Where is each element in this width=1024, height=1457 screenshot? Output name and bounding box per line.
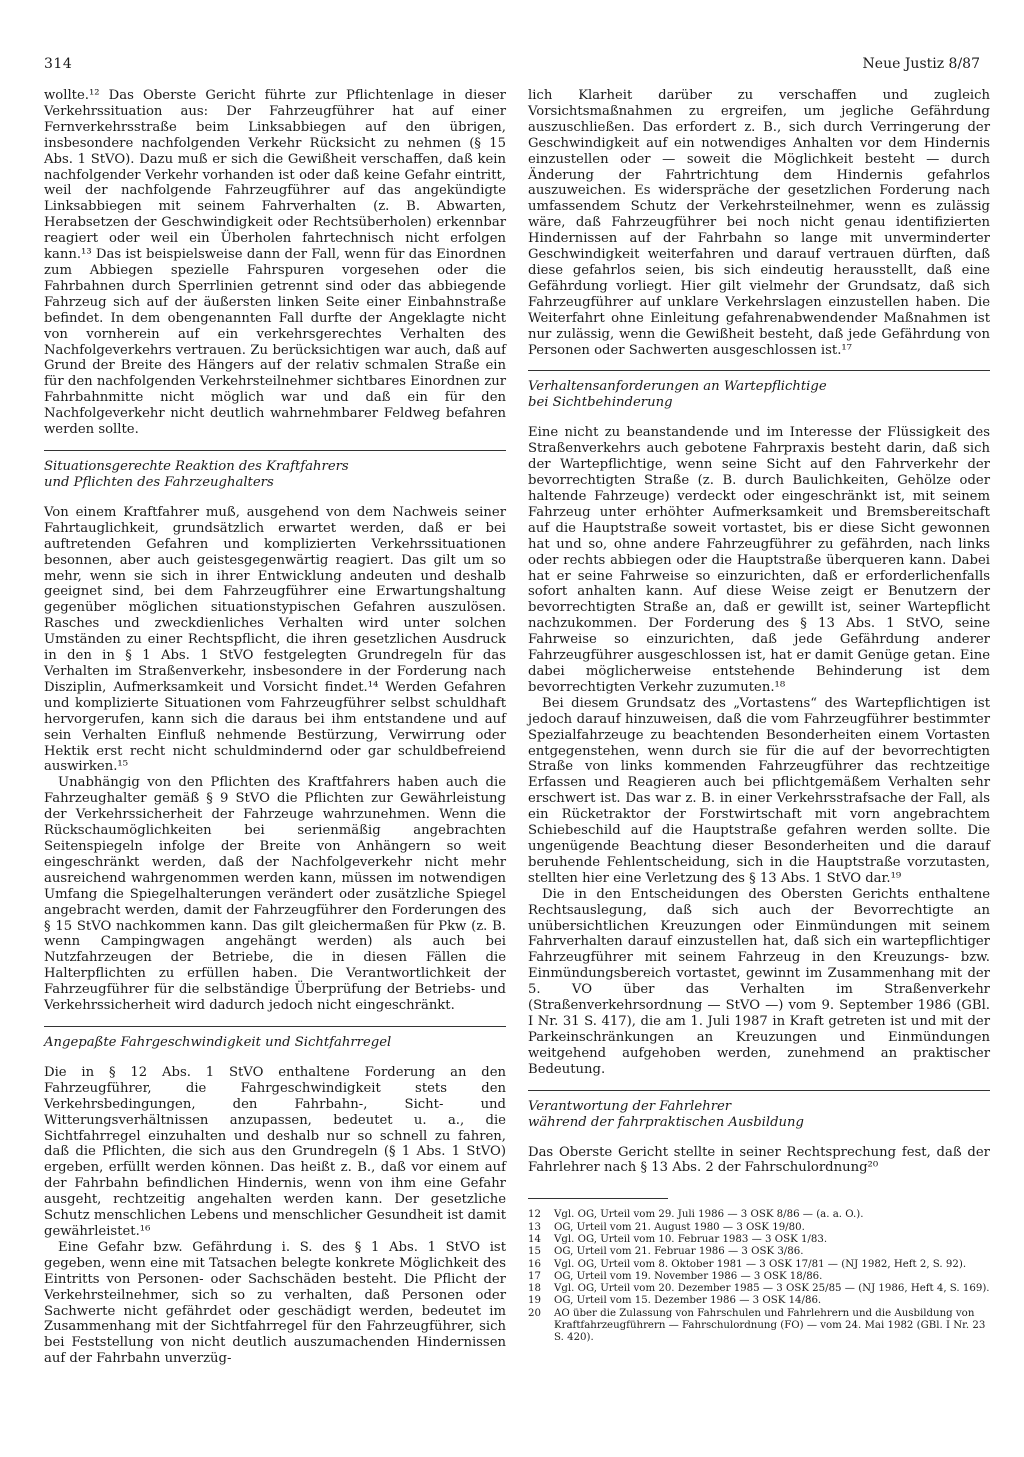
footnote-divider <box>528 1198 668 1199</box>
footnote <box>528 1295 990 1307</box>
section-heading-line: Verhaltensanforderungen an Wartepflichtige <box>528 379 827 395</box>
section-heading <box>528 1090 990 1131</box>
section-heading-line: während der fahrpraktischen Ausbildung <box>528 1114 804 1130</box>
section-heading-line: Situationsgerechte Reaktion des Kraftfahrers <box>44 458 349 474</box>
section-heading-line: und Pflichten des Fahrzeughalters <box>44 474 274 490</box>
footnote <box>528 1246 990 1258</box>
paragraph: Die in den Entscheidungen des Obersten Gerichts enthaltene Rechtsauslegung, daß sich auch der Bevorrechtigte an unübersichtlichen Kreuzungen oder Einmündungen mit seinem Fahrverhalten darauf einzustellen hat, daß sich ein wartepflichtiger Fahrzeugführer mit seinem Fahrzeug in den Kreuzungs- bzw. Einmündungsbereich vortastet, gewinnt im Zusammenhang mit der 5. VO über das Verhalten im Straßenverkehr (Straßenverkehrsordnung — StVO —) vom 9. September 1986 (GBl. I Nr. 31 S. 417), die am 1. Juli 1987 in Kraft getreten ist und mit der Parkeinschränkungen an Kreuzungen und Einmündungen weitgehend aufgehoben werden, zunehmend an praktischer Bedeutung. <box>528 886 990 1077</box>
footnote-text: OG, Urteil vom 15. Dezember 1986 — 3 OSK 14/86. <box>554 1295 822 1307</box>
footnote-number: 18 <box>528 1283 541 1295</box>
footnote-number: 20 <box>528 1307 541 1319</box>
footnote <box>528 1222 990 1234</box>
paragraph: lich Klarheit darüber zu verschaffen und zugleich Vorsichtsmaßnahmen zu ergreifen, um jegliche Gefährdung auszuschließen. Das erfordert z. B., sich durch Verringerung der Geschwindigkeit auf ein notwendiges Anhalten vor dem Hindernis einzustellen oder — soweit die Möglichkeit besteht — durch Änderung der Fahrtrichtung dem Hindernis gefahrlos auszuweichen. Es widerspräche der gesetzlichen Forderung nach umfassendem Schutz der Verkehrsteilnehmer, wenn es zulässig wäre, daß Fahrzeugführer bei noch nicht genau identifizierten Hindernissen auf der Fahrbahn so lange mit unverminderter Geschwindigkeit weiterfahren und darauf vertrauen dürften, daß diese gefahrlos seien, bis sich eindeutig herausstellt, daß eine Gefährdung vorliegt. Hier gilt vielmehr der Grundsatz, daß sich Fahrzeugführer auf unklare Verkehrslagen einzustellen haben. Die Weiterfahrt ohne Einleitung gefahrenabwendender Maßnahmen ist nur zulässig, wenn die Gewißheit besteht, daß jede Gefährdung von Personen oder Sachwerten ausgeschlossen ist.¹⁷ <box>528 88 990 358</box>
footnote-text: Vgl. OG, Urteil vom 10. Februar 1983 — 3 OSK 1/83. <box>554 1233 828 1245</box>
footnote-text: Vgl. OG, Urteil vom 8. Oktober 1981 — 3 OSK 17/81 — (NJ 1982, Heft 2, S. 92). <box>554 1258 967 1270</box>
footnote-text: Vgl. OG, Urteil vom 20. Dezember 1985 — 3 OSK 25/85 — (NJ 1986, Heft 4, S. 169). <box>554 1283 990 1295</box>
paragraph: Eine nicht zu beanstandende und im Interesse der Flüssigkeit des Straßenverkehrs auch gebotene Fahrpraxis besteht darin, daß sich der Wartepflichtige, wenn seine Sicht auf den Fahrverkehr der bevorrechtigten Straße (z. B. durch Baulichkeiten, Gehölze oder haltende Fahrzeuge) verdeckt oder eingeschränkt ist, mit seinem Fahrzeug unter erhöhter Aufmerksamkeit und Bremsbereitschaft auf die Hauptstraße soweit vortastet, bis er diese Sicht gewonnen hat und so, ohne andere Fahrzeugführer zu gefährden, nach links oder rechts abbiegen oder die Hauptstraße überqueren kann. Dabei hat er seine Fahrweise so einzurichten, daß er erforderlichenfalls sofort anhalten kann. Auf diese Weise zeigt er Benutzern der bevorrechtigten Straße an, daß er gewillt ist, seiner Wartepflicht nachzukommen. Der Forderung des § 13 Abs. 1 StVO, seine Fahrweise so einzurichten, daß jede Gefährdung anderer Fahrzeugführer ausgeschlossen ist, hat er damit Genüge getan. Eine dabei möglicherweise entstehende Behinderung ist dem bevorrechtigten Verkehr zuzumuten.¹⁸ <box>528 425 990 695</box>
footnote <box>528 1271 990 1283</box>
footnote-number: 12 <box>528 1209 541 1221</box>
section-heading <box>528 370 990 411</box>
footnote-number: 19 <box>528 1295 541 1307</box>
footnote-text: OG, Urteil vom 19. November 1986 — 3 OSK 18/86. <box>554 1270 823 1282</box>
journal-issue: Neue Justiz 8/87 <box>862 56 980 72</box>
footnote <box>528 1209 990 1221</box>
footnote-number: 14 <box>528 1233 541 1245</box>
page-number: 314 <box>44 56 73 72</box>
footnote <box>528 1308 990 1345</box>
left-column <box>44 88 506 1367</box>
footnote-number: 13 <box>528 1221 541 1233</box>
paragraph: Die in § 12 Abs. 1 StVO enthaltene Forderung an den Fahrzeugführer, die Fahrgeschwindigkeit stets den Verkehrsbedingungen, den Fahrbahn-, Sicht- und Witterungsverhältnissen anzupassen, bedeutet u. a., die Sichtfahrregel einzuhalten und deshalb nur so schnell zu fahren, daß die Pflichten, die sich aus den Grundregeln (§ 1 Abs. 1 StVO) ergeben, erfüllt werden können. Das heißt z. B., daß vor einem auf der Fahrbahn befindlichen Hindernis, wenn von ihm eine Gefahr ausgeht, rechtzeitig angehalten werden kann. Der gesetzliche Schutz menschlichen Lebens und menschlicher Gesundheit ist damit gewährleistet.¹⁶ <box>44 1064 506 1239</box>
footnote <box>528 1234 990 1246</box>
paragraph: Von einem Kraftfahrer muß, ausgehend von dem Nachweis seiner Fahrtauglichkeit, grundsätzlich erwartet werden, daß er bei auftretenden Gefahren und komplizierten Verkehrssituationen besonnen, aber auch geistesgegenwärtig reagiert. Das gilt um so mehr, wenn sie sich in ihrer Entwicklung andeuten und deshalb geeignet sind, bei dem Fahrzeugführer eine Erwartungshaltung gegenüber möglichen situationstypischen Gefahren auszulösen. Rasches und zweckdienliches Verhalten wird unter solchen Umständen zu einer Rechtspflicht, die ihren gesetzlichen Ausdruck in den in § 1 Abs. 1 StVO festgelegten Grundregeln für das Verhalten im Straßenverkehr, insbesondere in der Forderung nach Disziplin, Aufmerksamkeit und Vorsicht findet.¹⁴ Werden Gefahren und komplizierte Situationen vom Fahrzeugführer selbst schuldhaft hervorgerufen, kann sich die daraus bei ihm entstandene und auf sein Verhalten Einfluß nehmende Bestürzung, Verwirrung oder Hektik erst recht nicht schuldmindernd oder gar schuldbefreiend auswirken.¹⁵ <box>44 504 506 775</box>
footnote-number: 17 <box>528 1270 541 1282</box>
footnote-number: 16 <box>528 1258 541 1270</box>
section-heading-line: Angepaßte Fahrgeschwindigkeit und Sichtfahrregel <box>44 1034 392 1050</box>
footnote-text: OG, Urteil vom 21. August 1980 — 3 OSK 19/80. <box>554 1221 805 1233</box>
footnote-text: OG, Urteil vom 21. Februar 1986 — 3 OSK 3/86. <box>554 1246 804 1258</box>
paragraph: Unabhängig von den Pflichten des Kraftfahrers haben auch die Fahrzeughalter gemäß § 9 StVO die Pflichten zur Gewährleistung der Verkehrssicherheit der Fahrzeuge wahrzunehmen. Wenn die Rückschaumöglichkeiten bei serienmäßig angebrachten Seitenspiegeln infolge der Breite von Anhängern so weit eingeschränkt werden, daß der Nachfolgeverkehr nicht mehr ausreichend wahrgenommen werden kann, müssen im notwendigen Umfang die Spiegelhalterungen verändert oder zusätzliche Spiegel angebracht werden, damit der Fahrzeugführer den Forderungen des § 15 StVO nachkommen kann. Das gilt gleichermaßen für Pkw (z. B. wenn Campingwagen angehängt werden) als auch bei Nutzfahrzeugen der Betriebe, die in diesen Fällen die Halterpflichten zu erfüllen haben. Die Verantwortlichkeit der Fahrzeugführer für die selbständige Überprüfung der Betriebs- und Verkehrssicherheit wird dadurch jedoch nicht eingeschränkt. <box>44 775 506 1014</box>
paragraph: Bei diesem Grundsatz des „Vortastens“ des Wartepflichtigen ist jedoch darauf hinzuweisen, daß die vom Fahrzeugführer bestimmter Spezialfahrzeuge zu beachtenden Besonderheiten einem Vortasten entgegenstehen, wenn durch sie für die auf der bevorrechtigten Straße von links kommenden Fahrzeugführer das rechtzeitige Erfassen und Reagieren auch bei pflichtgemäßem Verhalten sehr erschwert ist. Das war z. B. in einer Verkehrsstrafsache der Fall, als ein Rücketraktor der Forstwirtschaft mit vorn angebrachtem Schiebeschild auf die Hauptstraße gefahren werden sollte. Die ungenügende Beachtung dieser Besonderheiten und die darauf beruhende Fehlentscheidung, sich in die Hauptstraße vorzutasten, stellten hier eine Verletzung des § 13 Abs. 1 StVO dar.¹⁹ <box>528 695 990 886</box>
footnote <box>528 1259 990 1271</box>
paragraph: Eine Gefahr bzw. Gefährdung i. S. des § 1 Abs. 1 StVO ist gegeben, wenn eine mit Tatsachen belegte konkrete Möglichkeit des Eintritts von Personen- oder Sachschäden besteht. Die Pflicht der Verkehrsteilnehmer, sich so zu verhalten, daß Personen oder Sachwerte nicht gefährdet oder geschädigt werden, bedeutet im Zusammenhang mit der Sichtfahrregel für den Fahrzeugführer, sich bei Feststellung von nicht deutlich auszumachenden Hindernissen auf der Fahrbahn unverzüg- <box>44 1239 506 1367</box>
footnotes <box>528 1209 990 1344</box>
right-column <box>528 88 990 1345</box>
section-heading <box>44 1026 506 1051</box>
section-heading-line: bei Sichtbehinderung <box>528 395 673 411</box>
footnote-text: AO über die Zulassung von Fahrschulen und Fahrlehrern und die Ausbildung von Kraftfahrzeugführern — Fahrschulordnung (FO) — vom 24. Mai 1982 (GBl. I Nr. 23 S. 420). <box>554 1307 986 1344</box>
paragraph: Das Oberste Gericht stellte in seiner Rechtsprechung fest, daß der Fahrlehrer nach § 13 Abs. 2 der Fahrschulordnung²⁰ <box>528 1144 990 1176</box>
section-heading-line: Verantwortung der Fahrlehrer <box>528 1098 732 1114</box>
footnote-number: 15 <box>528 1246 541 1258</box>
paragraph: wollte.¹² Das Oberste Gericht führte zur Pflichtenlage in dieser Verkehrssituation aus: Der Fahrzeugführer hat auf einer Fernverkehrsstraße beim Linksabbiegen auf den übrigen, insbesondere nachfolgenden Verkehr Rücksicht zu nehmen (§ 15 Abs. 1 StVO). Dazu muß er sich die Gewißheit verschaffen, daß kein nachfolgender Verkehr vorhanden ist oder daß keine Gefahr eintritt, weil der nachfolgende Fahrzeugführer auf das angekündigte Linksabbiegen mit seinem Fahrverhalten (z. B. Abwarten, Herabsetzen der Geschwindigkeit oder Rechtsüberholen) erkennbar reagiert oder weil ein Überholen fahrtechnisch nicht erfolgen kann.¹³ Das ist beispielsweise dann der Fall, wenn für das Einordnen zum Abbiegen spezielle Fahrspuren vorgesehen oder die Fahrbahnen durch Sperrlinien getrennt sind oder das abbiegende Fahrzeug sich auf der äußersten linken Seite einer Einbahnstraße befindet. In dem obengenannten Fall durfte der Angeklagte nicht von vornherein auf ein verkehrsgerechtes Verhalten des Nachfolgeverkehrs vertrauen. Zu berücksichtigen war auch, daß auf Grund der Breite des Hängers auf der relativ schmalen Straße ein für den nachfolgenden Verkehrsteilnehmer sichtbares Einordnen zur Fahrbahnmitte nicht möglich war und daß ein für den Nachfolgeverkehr nicht deutlich wahrnehmbarer Feldweg befahren werden sollte. <box>44 88 506 438</box>
section-heading <box>44 450 506 491</box>
footnote-text: Vgl. OG, Urteil vom 29. Juli 1986 — 3 OSK 8/86 — (a. a. O.). <box>554 1209 864 1221</box>
page-header <box>44 56 980 72</box>
footnote <box>528 1283 990 1295</box>
